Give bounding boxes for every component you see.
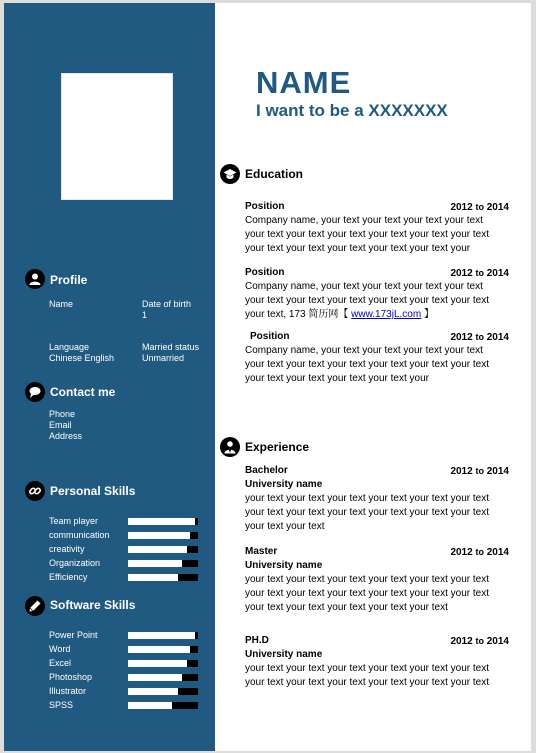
education-years: 2012 to 2014 [450, 268, 509, 279]
experience-entry [245, 464, 509, 534]
education-description: Company name, your text your text your text your text your text your text your text your text your text your text your text your text your text your text your text your [245, 215, 489, 254]
experience-description: your text your text your text your text your text your text your text your text your text your text your text your text [245, 663, 489, 688]
skill-level-fill [128, 674, 182, 681]
resume-name: NAME [256, 65, 352, 100]
dob-label: Date of birth [142, 299, 192, 309]
education-position: Position [245, 267, 285, 278]
skill-level-bar [128, 688, 198, 695]
skill-level-fill [128, 660, 187, 667]
skill-level-bar [128, 660, 198, 667]
profile-title: Profile [50, 273, 88, 287]
skill-label: Word [49, 644, 71, 654]
contact-title: Contact me [50, 385, 116, 399]
contact-email: Email [49, 420, 72, 430]
skill-level-fill [128, 632, 195, 639]
skill-level-bar [128, 702, 198, 709]
resume-site-link[interactable]: www.173jL.com [351, 309, 422, 320]
marital-value: Unmarried [142, 353, 185, 363]
experience-school: University name [245, 479, 323, 490]
skill-level-bar [128, 532, 198, 539]
skill-label: Power Point [49, 630, 98, 640]
experience-degree: Master [245, 546, 278, 557]
skill-label: Illustrator [49, 686, 87, 696]
education-entry [245, 266, 509, 322]
skill-label: creativity [49, 544, 85, 554]
personal-skills-title: Personal Skills [50, 484, 136, 498]
software-skills-title: Software Skills [50, 598, 136, 612]
skill-level-fill [128, 702, 172, 709]
experience-degree: Bachelor [245, 465, 288, 476]
skill-level-bar [128, 546, 198, 553]
skill-label: Photoshop [49, 672, 93, 682]
contact-address: Address [49, 431, 83, 441]
experience-entry [245, 634, 509, 690]
skill-level-bar [128, 518, 198, 525]
education-entry [245, 330, 509, 386]
link-icon [25, 481, 45, 501]
skill-label: Efficiency [49, 572, 88, 582]
skill-label: Excel [49, 658, 72, 668]
education-description: Company name, your text your text your text your text your text your text your text your text your text your text your text, 173 简历网【 www.173jL.com 】 [245, 281, 489, 320]
experience-description: your text your text your text your text your text your text your text your text your text your text your text your text your text your text [245, 493, 489, 532]
experience-years: 2012 to 2014 [450, 636, 509, 647]
experience-years: 2012 to 2014 [450, 547, 509, 558]
marital-label: Married status [142, 342, 200, 352]
skill-level-bar [128, 674, 198, 681]
skill-level-fill [128, 688, 178, 695]
skill-level-fill [128, 560, 182, 567]
name-label: Name [49, 299, 74, 309]
skill-label: Team player [49, 516, 99, 526]
skill-level-fill [128, 546, 187, 553]
experience-description: your text your text your text your text your text your text your text your text your text your text your text your text your text your text your text your text your text [245, 574, 489, 613]
contact-phone: Phone [49, 409, 76, 419]
resume-page [4, 3, 531, 751]
experience-school: University name [245, 560, 323, 571]
education-years: 2012 to 2014 [450, 202, 509, 213]
skill-level-bar [128, 574, 198, 581]
user-icon [25, 269, 45, 289]
photo-placeholder [61, 73, 173, 200]
skill-level-bar [128, 560, 198, 567]
skill-level-fill [128, 518, 195, 525]
experience-title: Experience [245, 440, 310, 454]
skill-level-fill [128, 532, 190, 539]
education-position: Position [245, 201, 285, 212]
skill-label: communication [49, 530, 110, 540]
skill-label: SPSS [49, 700, 74, 710]
resume-tagline: I want to be a XXXXXXX [256, 101, 448, 120]
education-position: Position [250, 331, 290, 342]
chat-bubble-icon [25, 382, 45, 402]
experience-years: 2012 to 2014 [450, 466, 509, 477]
skill-level-fill [128, 646, 190, 653]
education-years: 2012 to 2014 [450, 332, 509, 343]
education-title: Education [245, 167, 304, 181]
graduation-cap-icon [220, 164, 240, 184]
experience-entry [245, 545, 509, 615]
language-value: Chinese English [49, 353, 115, 363]
education-entry [245, 200, 509, 256]
dob-value: 1 [142, 310, 148, 320]
experience-degree: PH.D [245, 635, 269, 646]
sidebar [4, 3, 215, 751]
pencil-icon [25, 596, 45, 616]
skill-label: Organization [49, 558, 101, 568]
skill-level-fill [128, 574, 178, 581]
skill-level-bar [128, 646, 198, 653]
skill-level-bar [128, 632, 198, 639]
experience-school: University name [245, 649, 323, 660]
language-label: Language [49, 342, 90, 352]
person-tie-icon [220, 437, 240, 457]
education-description: Company name, your text your text your text your text your text your text your text your text your text your text your text your text your text your text your [245, 345, 489, 384]
